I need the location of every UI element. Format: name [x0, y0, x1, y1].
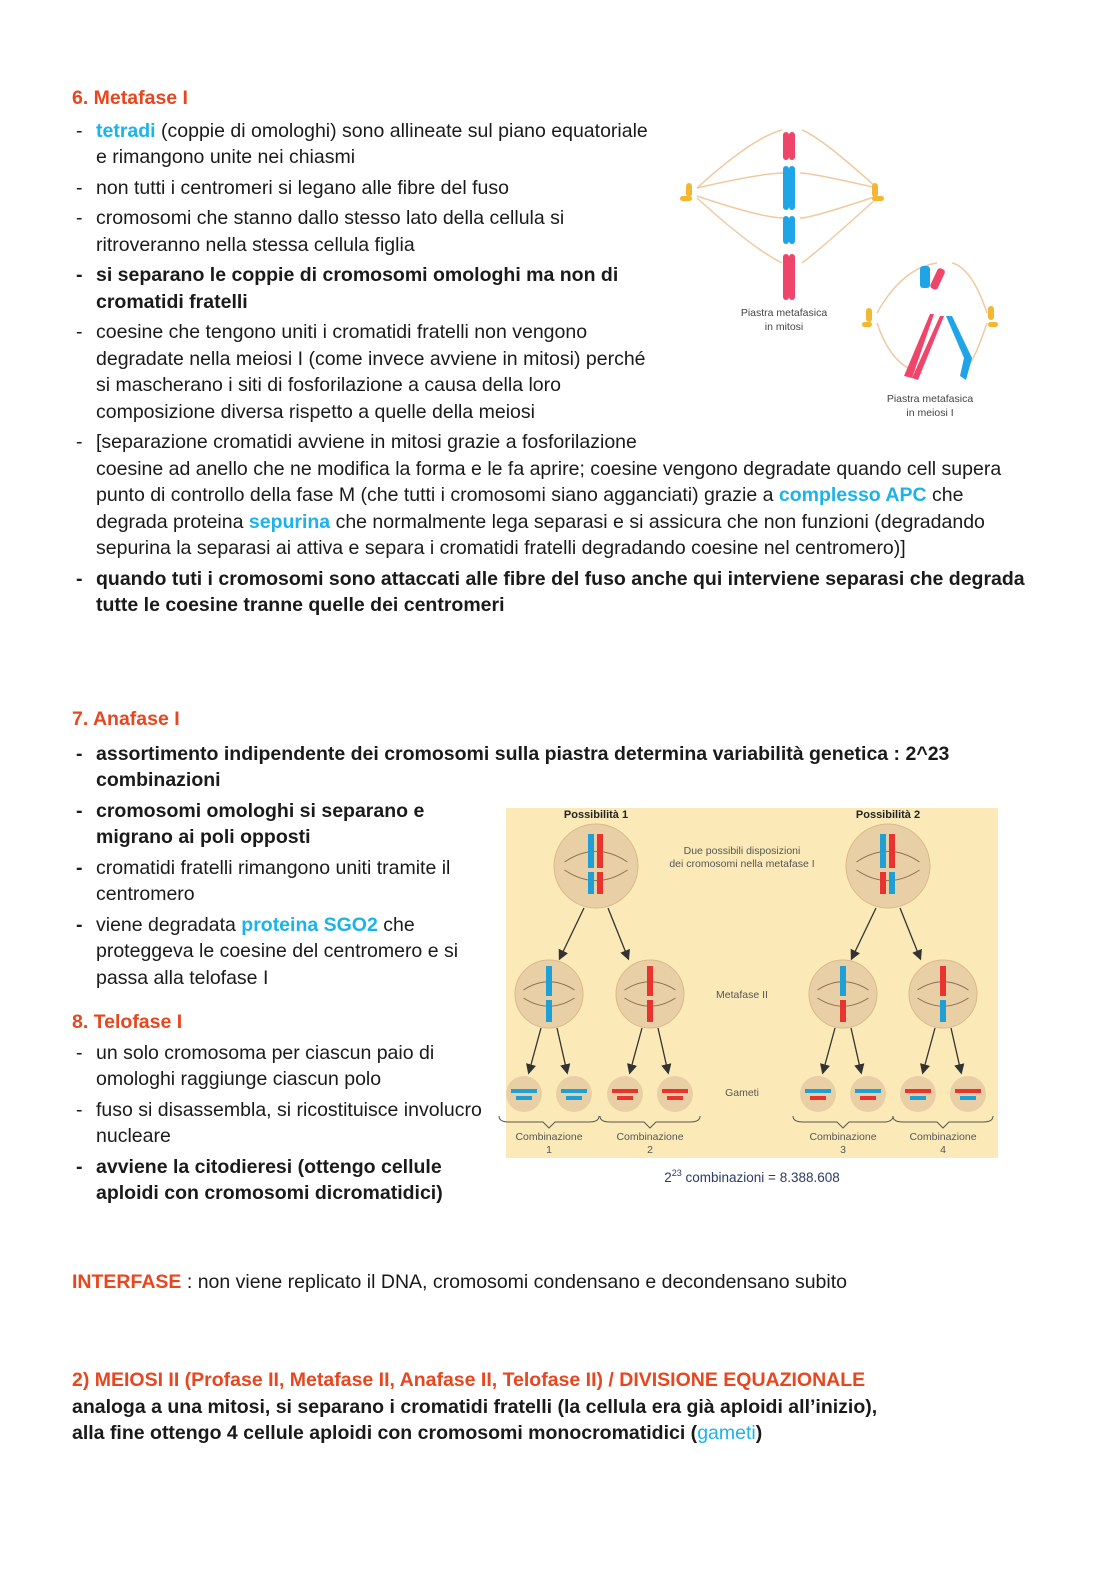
- list-item: [72, 205, 1032, 258]
- body-line: analoga a una mitosi, si separano i cromatidi fratelli (la cellula era già aploidi all’inizio),: [72, 1395, 878, 1418]
- text: un solo cromosoma per ciascun paio di omologhi raggiunge ciascun polo: [96, 1041, 435, 1090]
- figure-label: Piastra metafasica: [740, 306, 828, 319]
- list-item: [72, 855, 1032, 908]
- figure-label: dei cromosomi nella metafase I: [669, 857, 815, 870]
- figure-label: Metafase II: [716, 988, 768, 1001]
- interfase-text: : non viene replicato il DNA, cromosomi condensano e decondensano subito: [181, 1271, 847, 1293]
- list-item: [72, 798, 1032, 851]
- combination-label: Combinazione: [616, 1130, 684, 1143]
- list-item: [72, 912, 1032, 992]
- text: si separano le coppie di cromosomi omologhi ma non di cromatidi fratelli: [96, 264, 619, 313]
- combination-label: Combinazione: [515, 1130, 583, 1143]
- list-item: [72, 566, 1032, 619]
- text: cromosomi che stanno dallo stesso lato della cellula si ritroveranno nella stessa cellula figlia: [96, 207, 565, 256]
- bullet-list: [72, 741, 1032, 794]
- text: fuso si disassembla, si ricostituisce involucro nucleare: [96, 1098, 482, 1147]
- highlight-term: proteina SGO2: [241, 913, 378, 936]
- interfase-label: INTERFASE: [72, 1271, 182, 1293]
- section-title: 2) MEIOSI II (Profase II, Metafase II, Anafase II, Telofase II) / DIVISIONE EQUAZIONALE: [72, 1369, 866, 1391]
- combination-number: 1: [546, 1143, 552, 1156]
- combination-number: 3: [840, 1143, 846, 1156]
- list-item: [72, 741, 1032, 794]
- text: che normalmente lega separasi e si assicura che non funzioni (degradando sepurina la separasi ai attiva e separa i cromatidi fratelli degradando coesine nel centromero)]: [96, 510, 985, 559]
- text: (coppie di omologhi) sono allineate sul piano equatoriale e rimangono unite nei chiasmi: [96, 119, 648, 168]
- list-item: [72, 118, 1032, 171]
- list-item: [72, 1154, 1032, 1207]
- text: avviene la citodieresi (ottengo cellule aploidi con cromosomi dicromatidici): [96, 1155, 443, 1204]
- section-title: 7. Anafase I: [72, 708, 180, 730]
- bullet-list: [72, 798, 1032, 992]
- chromosome: [840, 1000, 846, 1022]
- section-metafase-1: [72, 85, 1032, 623]
- bullet-list: [72, 118, 1032, 619]
- text: [separazione cromatidi avviene in mitosi grazie a fosforilazione coesine ad anello che ne modifica la forma e le fa aprire; coesine vengono degradate quando cell supera punto di controllo della fase M (che tutti i cromosomi siano agganciati) grazie a: [96, 431, 1002, 506]
- highlight-term: sepurina: [248, 510, 331, 533]
- text: viene degradata: [96, 913, 242, 936]
- section-title: 8. Telofase I: [72, 1011, 183, 1033]
- text: coesine che tengono uniti i cromatidi fratelli non vengono degradate nella meiosi I (come invece avviene in mitosi) perché si mascherano i siti di fosforilazione a causa della loro composizione diversa rispetto a quelle della meiosi: [96, 321, 646, 423]
- highlight-term: tetradi: [96, 119, 156, 142]
- figure-label: Piastra metafasica: [886, 392, 974, 405]
- combination-label: Combinazione: [809, 1130, 877, 1143]
- bullet-list: [72, 1040, 1032, 1207]
- highlight-term: complesso APC: [778, 484, 927, 506]
- combination-number: 4: [940, 1143, 946, 1156]
- section-anafase-1: [72, 706, 1032, 1211]
- list-item: [72, 1097, 1032, 1150]
- chromosome: [647, 1000, 653, 1022]
- text: cromosomi omologhi si separano e migrano ai poli opposti: [96, 799, 425, 848]
- possibility-label: Possibilità 2: [855, 808, 921, 821]
- figure-label: Due possibili disposizioni: [683, 844, 801, 857]
- figure-label: in mitosi: [764, 320, 804, 333]
- list-item: [72, 1040, 1032, 1093]
- text: cromatidi fratelli rimangono uniti tramite il centromero: [96, 856, 451, 905]
- figure-caption: $2^{23}$ combinazioni = 8.388.608: [664, 1167, 840, 1185]
- text: ): [755, 1422, 763, 1444]
- possibility-label: Possibilità 1: [563, 808, 629, 821]
- chromosome: [546, 1000, 552, 1022]
- list-item: [72, 262, 1032, 315]
- combination-number: 2: [647, 1143, 653, 1156]
- text: alla fine ottengo 4 cellule aploidi con cromosomi monocromatidici (: [72, 1422, 698, 1444]
- text: non tutti i centromeri si legano alle fibre del fuso: [96, 176, 509, 199]
- body-line: [72, 1420, 1072, 1447]
- list-item: [72, 175, 1032, 202]
- section-title: 6. Metafase I: [72, 87, 188, 109]
- combination-label: Combinazione: [909, 1130, 977, 1143]
- list-item: [72, 319, 1032, 425]
- chromosome: [940, 1000, 946, 1022]
- text: quando tuti i cromosomi sono attaccati alle fibre del fuso anche qui interviene separasi che degrada tutte le coesine tranne quelle dei centromeri: [96, 567, 1025, 616]
- list-item: [72, 429, 1032, 562]
- text: assortimento indipendente dei cromosomi sulla piastra determina variabilità genetica : 2^23 combinazioni: [96, 742, 950, 791]
- text: che degrada proteina: [96, 484, 964, 533]
- interfase-note: [72, 1269, 1032, 1296]
- section-meiosi-2: [72, 1367, 1072, 1447]
- highlight-term: gameti: [697, 1422, 756, 1444]
- figure-label: Gameti: [725, 1086, 759, 1099]
- text: che proteggeva le coesine del centromero e si passa alla telofase I: [96, 913, 459, 989]
- figure-label: in meiosi I: [906, 406, 954, 419]
